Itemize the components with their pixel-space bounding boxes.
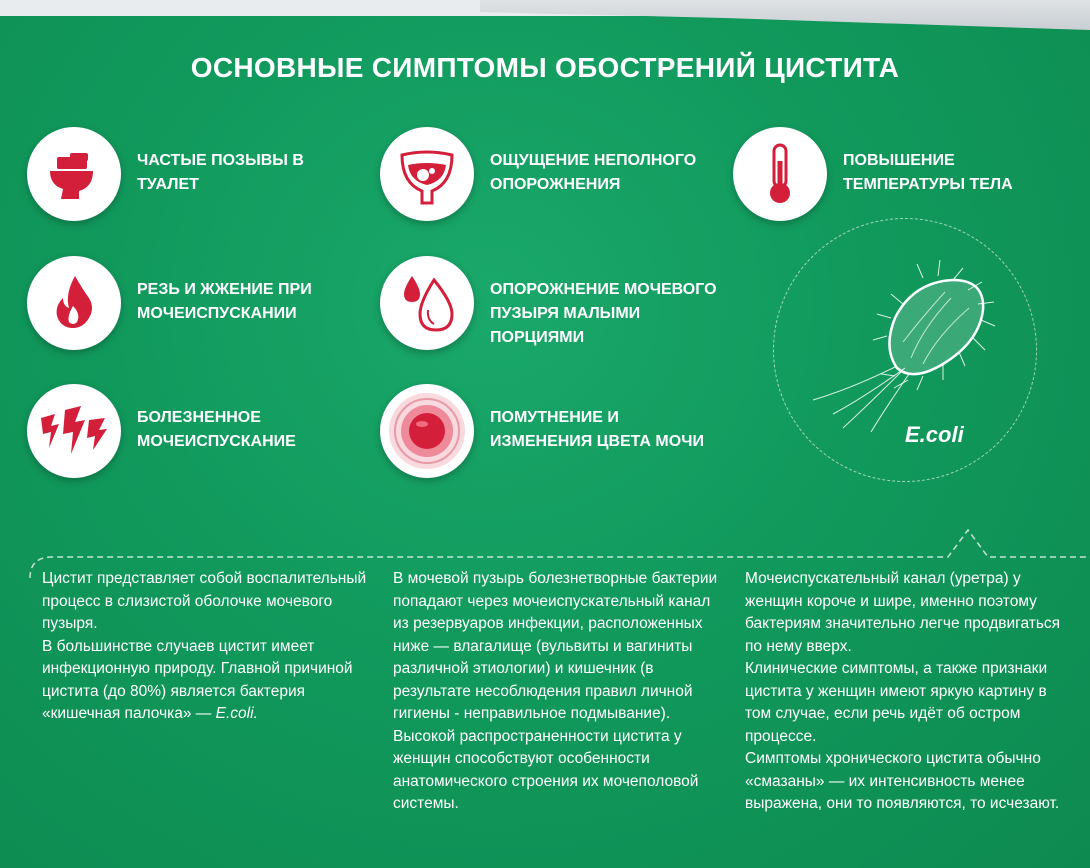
symptom-small-portions bbox=[380, 256, 717, 352]
symptom-icon-circle bbox=[733, 127, 827, 221]
toilet-icon bbox=[27, 127, 121, 221]
text-column-1 bbox=[42, 568, 367, 726]
symptom-label: РЕЗЬ И ЖЖЕНИЕ ПРИ МОЧЕИСПУСКАНИИ bbox=[137, 281, 312, 322]
symptom-label: ОЩУЩЕНИЕ НЕПОЛНОГО ОПОРОЖНЕНИЯ bbox=[490, 152, 697, 193]
text-column-2 bbox=[393, 568, 718, 816]
paragraph-text: В большинстве случаев цистит имеет инфекционную природу. Главной причиной цистита (до 80%) является бактерия «кишечная палочка» — bbox=[42, 637, 353, 722]
symptom-label: ОПОРОЖНЕНИЕ МОЧЕВОГО ПУЗЫРЯ МАЛЫМИ ПОРЦИЯМИ bbox=[490, 281, 717, 346]
paragraph: Цистит представляет собой воспалительный процесс в слизистой оболочке мочевого пузыря. bbox=[42, 570, 367, 632]
text-column-3 bbox=[745, 568, 1070, 816]
symptom-label: ПОМУТНЕНИЕ И ИЗМЕНЕНИЯ ЦВЕТА МОЧИ bbox=[490, 409, 704, 450]
symptom-frequent-urge bbox=[27, 127, 357, 223]
symptom-burning bbox=[27, 256, 357, 352]
symptom-cloudy-urine bbox=[380, 384, 710, 480]
page-title: ОСНОВНЫЕ СИМПТОМЫ ОБОСТРЕНИЙ ЦИСТИТА bbox=[190, 52, 900, 83]
symptom-icon-circle bbox=[380, 256, 474, 350]
ecoli-label: E.coli bbox=[905, 422, 964, 447]
paragraph: В мочевой пузырь болезнетворные бактерии попадают через мочеиспускательный канал из резервуаров инфекции, расположенных ниже — влагалище (вульвиты и вагиниты различной этиологии) и кишечник (в результате несоблюдения правил личной гигиены - неправильное подмывание). bbox=[393, 570, 718, 722]
paragraph: Мочеиспускательный канал (уретра) у женщин короче и шире, именно поэтому бактериям значительно легче продвигаться по нему вверх. bbox=[745, 570, 1061, 655]
paragraph: Симптомы хронического цистита обычно «смазаны» — их интенсивность менее выражена, они то появляются, то исчезают. bbox=[745, 750, 1060, 812]
bladder-icon bbox=[380, 127, 474, 221]
flame-icon bbox=[27, 256, 121, 350]
drops-icon bbox=[380, 256, 474, 350]
ecoli-emphasis: E.coli. bbox=[215, 705, 258, 722]
symptom-icon-circle bbox=[27, 256, 121, 350]
lightning-icon bbox=[27, 384, 121, 478]
symptom-icon-circle bbox=[27, 127, 121, 221]
paragraph: Высокой распространенности цистита у женщин способствуют особенности анатомического строения их мочеполовой системы. bbox=[393, 727, 699, 812]
thermometer-icon bbox=[733, 127, 827, 221]
symptom-label: БОЛЕЗНЕННОЕ МОЧЕИСПУСКАНИЕ bbox=[137, 409, 296, 450]
symptom-icon-circle bbox=[380, 127, 474, 221]
paragraph: Клинические симптомы, а также признаки цистита у женщин имеют яркую картину в том случае, если речь идёт об остром процессе. bbox=[745, 660, 1048, 745]
bacterium-icon bbox=[773, 218, 1035, 480]
symptom-incomplete-emptying bbox=[380, 127, 710, 223]
symptom-painful-urination bbox=[27, 384, 357, 480]
symptom-fever bbox=[733, 127, 1063, 223]
symptom-label: ЧАСТЫЕ ПОЗЫВЫ В ТУАЛЕТ bbox=[137, 152, 304, 193]
symptom-icon-circle bbox=[27, 384, 121, 478]
target-icon bbox=[380, 384, 474, 478]
symptom-label: ПОВЫШЕНИЕ ТЕМПЕРАТУРЫ ТЕЛА bbox=[843, 152, 1013, 193]
symptom-icon-circle bbox=[380, 384, 474, 478]
paragraph bbox=[42, 636, 367, 726]
